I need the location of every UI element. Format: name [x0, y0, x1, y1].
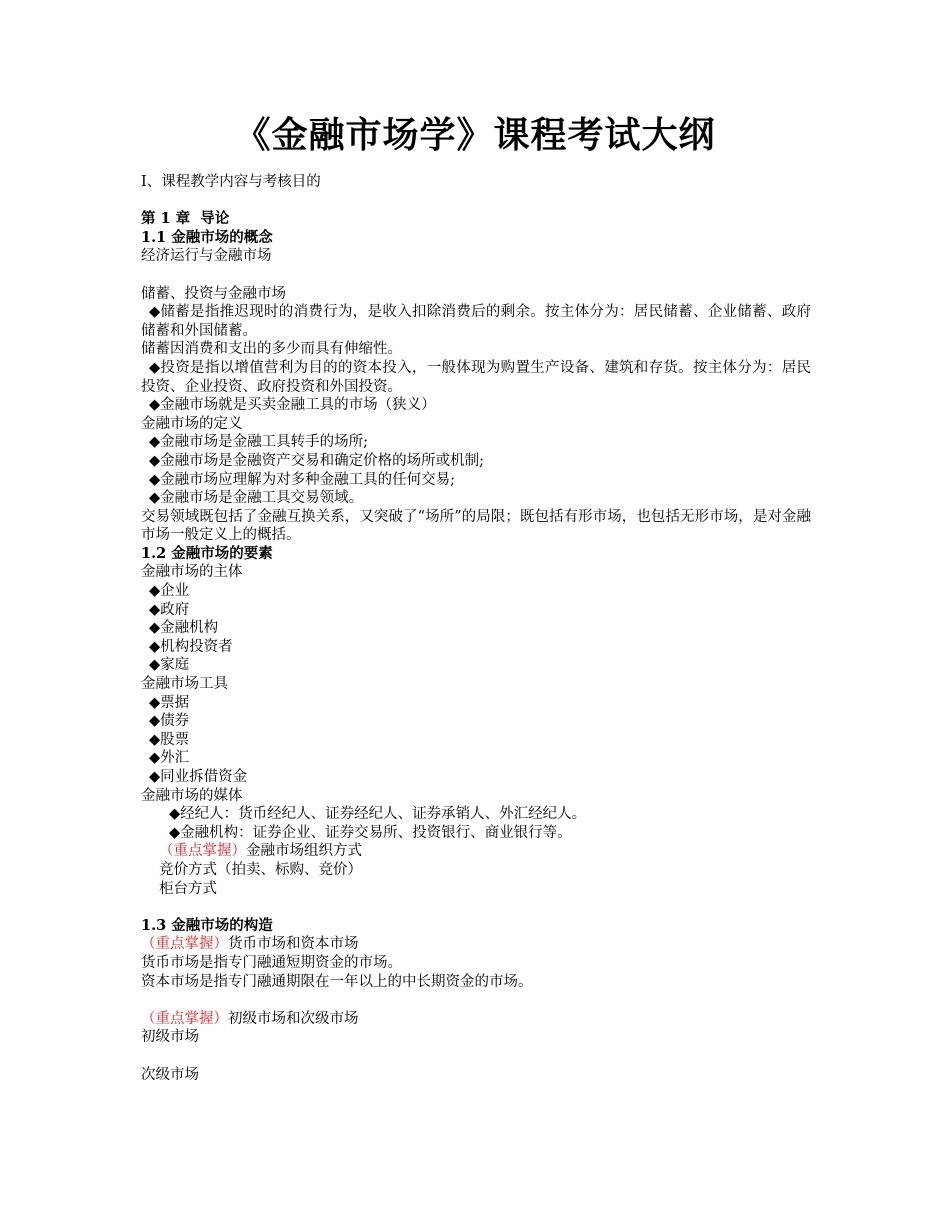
- paragraph: ◆金融市场就是买卖金融工具的市场（狭义）: [149, 397, 436, 414]
- subtopic: 金融市场工具: [141, 676, 228, 693]
- spacer: [141, 898, 811, 917]
- subsection-heading: 1.3 金融市场的构造: [141, 916, 273, 934]
- list-item: ◆家庭: [149, 657, 190, 674]
- paragraph: 储蓄因消费和支出的多少而具有伸缩性。: [141, 341, 402, 358]
- list-item: 竞价方式（拍卖、标购、竞价）: [159, 861, 362, 878]
- emphasis-tag: （重点掌握）: [159, 843, 246, 860]
- list-item: ◆机构投资者: [149, 638, 233, 655]
- paragraph: ◆储蓄是指推迟现时的消费行为，是收入扣除消费后的剩余。按主体分为：居民储蓄、企业储蓄、政府储蓄和外国储蓄。: [141, 304, 811, 339]
- chapter-heading: 第 1 章 导论: [141, 210, 230, 228]
- list-item: ◆同业拆借资金: [149, 769, 248, 785]
- paragraph: 资本市场是指专门融通期限在一年以上的中长期资金的市场。: [141, 973, 533, 990]
- key-point-text: 初级市场和次级市场: [228, 1010, 359, 1027]
- list-item: ◆金融市场是金融工具转手的场所;: [149, 434, 369, 451]
- subtopic: 金融市场的媒体: [141, 787, 243, 804]
- document-body: [141, 173, 811, 1084]
- spacer: [141, 266, 811, 285]
- paragraph: 次级市场: [141, 1066, 199, 1083]
- emphasis-tag: （重点掌握）: [141, 1010, 228, 1027]
- paragraph: 货币市场是指专门融通短期资金的市场。: [141, 954, 402, 971]
- spacer: [141, 991, 811, 1010]
- subtopic: 金融市场的主体: [141, 564, 243, 581]
- list-item: ◆票据: [149, 694, 190, 711]
- subsection-heading: 1.1 金融市场的概念: [141, 228, 273, 246]
- key-point-text: 金融市场组织方式: [246, 843, 362, 860]
- list-item: 柜台方式: [159, 880, 217, 897]
- list-item: ◆金融机构: [149, 620, 219, 637]
- subtopic: 经济运行与金融市场: [141, 248, 272, 265]
- key-point: [141, 1010, 811, 1029]
- emphasis-tag: （重点掌握）: [141, 936, 228, 953]
- subsection-heading: 1.2 金融市场的要素: [141, 544, 273, 562]
- document-title: 《金融市场学》课程考试大纲: [234, 115, 716, 156]
- list-item: ◆外汇: [149, 750, 190, 767]
- list-item: ◆政府: [149, 601, 190, 618]
- key-point-text: 货币市场和资本市场: [228, 936, 359, 953]
- list-item: ◆金融市场是金融工具交易领域。: [149, 490, 364, 507]
- list-item: ◆债券: [149, 713, 190, 730]
- spacer: [141, 192, 811, 211]
- spacer: [141, 1047, 811, 1066]
- paragraph: ◆投资是指以增值营利为目的的资本投入，一般体现为购置生产设备、建筑和存货。按主体分为：居民投资、企业投资、政府投资和外国投资。: [141, 359, 811, 395]
- list-item: ◆股票: [149, 731, 190, 748]
- list-item: ◆金融市场是金融资产交易和确定价格的场所或机制;: [149, 452, 485, 469]
- list-item: ◆金融机构：证券企业、证券交易所、投资银行、商业银行等。: [169, 824, 572, 841]
- paragraph: 交易领域既包括了金融互换关系，又突破了“场所”的局限；既包括有形市场，也包括无形市场，是对金融市场一般定义上的概括。: [141, 508, 811, 544]
- subtopic: 金融市场的定义: [141, 415, 243, 432]
- key-point: [141, 842, 811, 861]
- subtopic: 储蓄、投资与金融市场: [141, 285, 286, 302]
- list-item: ◆金融市场应理解为对多种金融工具的任何交易;: [149, 471, 456, 488]
- list-item: ◆经纪人：货币经纪人、证券经纪人、证券承销人、外汇经纪人。: [169, 806, 587, 823]
- list-item: ◆企业: [149, 583, 190, 600]
- key-point: [141, 935, 811, 954]
- section-heading: I、课程教学内容与考核目的: [141, 174, 321, 190]
- paragraph: 初级市场: [141, 1029, 199, 1046]
